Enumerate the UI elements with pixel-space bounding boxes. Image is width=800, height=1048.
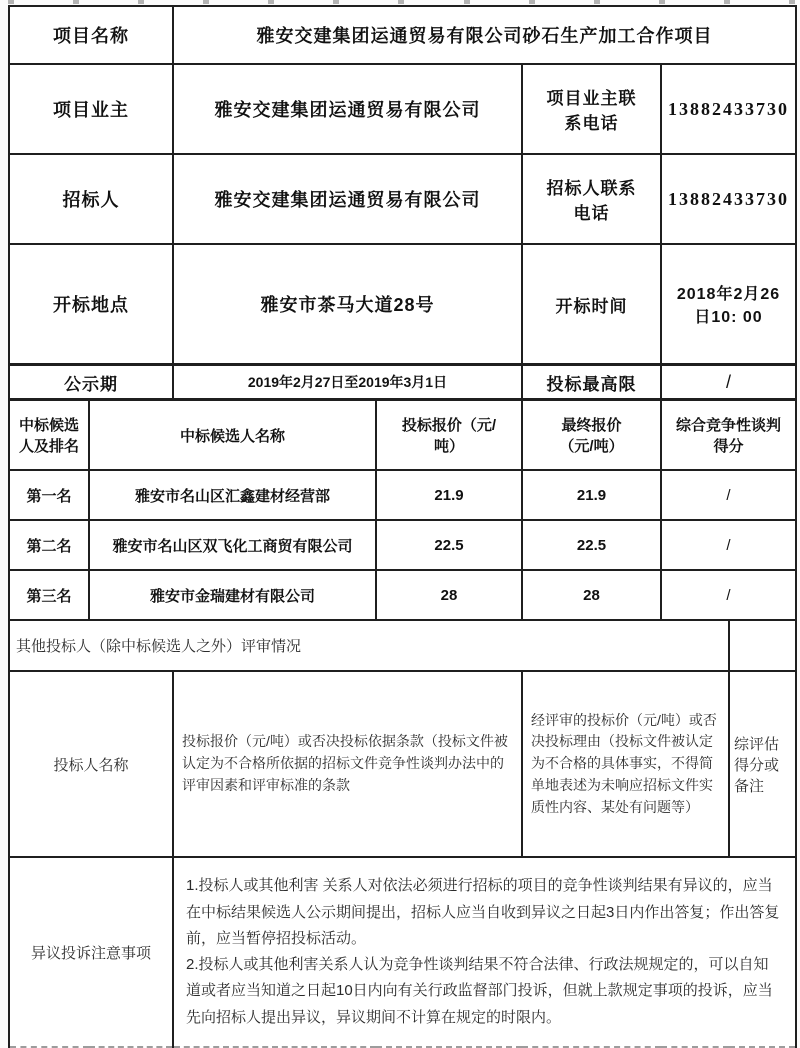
col-header-name: 中标候选人名称 — [89, 400, 376, 471]
objection-notice-item-1: 1.投标人或其他利害 关系人对依法必须进行招标的项目的竞争性谈判结果有异议的，应当在中标结果候选人公示期间提出，招标人应当自收到异议之日起3日内作出答复；作出答复前，应当暂停招投标活动。 — [186, 877, 780, 947]
candidate-name: 雅安市名山区双飞化工商贸有限公司 — [89, 520, 376, 570]
score-or-note-label: 综评估得分或备注 — [729, 671, 796, 857]
opening-time-value: 2018年2月26日10: 00 — [661, 244, 796, 365]
project-name-label: 项目名称 — [9, 6, 173, 64]
owner-value: 雅安交建集团运通贸易有限公司 — [173, 64, 522, 154]
objection-notice-row — [9, 857, 796, 1047]
candidate-bid-price: 22.5 — [376, 520, 522, 570]
candidate-bid-price: 21.9 — [376, 470, 522, 520]
bidder-name-label: 投标人名称 — [9, 671, 173, 857]
owner-phone-value: 13882433730 — [661, 64, 796, 154]
table-row — [9, 64, 796, 154]
tenderer-phone-value: 13882433730 — [661, 154, 796, 244]
table-row — [9, 244, 796, 365]
opening-place-label: 开标地点 — [9, 244, 173, 365]
table-row — [9, 154, 796, 244]
candidate-name: 雅安市名山区汇鑫建材经营部 — [89, 470, 376, 520]
col-header-score: 综合竞争性谈判得分 — [661, 400, 796, 471]
candidate-score: / — [661, 570, 796, 620]
col-header-rank: 中标候选人及排名 — [9, 400, 89, 471]
publicity-period-label: 公示期 — [9, 365, 173, 400]
bid-max-limit-value: / — [661, 365, 796, 400]
owner-phone-label: 项目业主联系电话 — [522, 64, 661, 154]
objection-notice-label: 异议投诉注意事项 — [9, 857, 173, 1047]
table-row — [9, 365, 796, 400]
rejection-basis-clause: 投标报价（元/吨）或否决投标依据条款（投标文件被认定为不合格所依据的招标文件竞争性谈判办法中的评审因素和评审标准的条款 — [173, 671, 522, 857]
candidate-final-price: 22.5 — [522, 520, 661, 570]
objection-notice-item-2: 2.投标人或其他利害关系人认为竞争性谈判结果不符合法律、行政法规规定的，可以自知道或者应当知道之日起10日内向有关行政监督部门投诉，但就上款规定事项的投诉，应当先向招标人提出异议，异议期间不计算在规定的时限内。 — [186, 956, 773, 1026]
candidate-score: / — [661, 470, 796, 520]
evaluation-row — [9, 671, 796, 857]
candidate-row-2 — [9, 520, 796, 570]
table-row — [9, 6, 796, 64]
opening-place-value: 雅安市茶马大道28号 — [173, 244, 522, 365]
tenderer-phone-label: 招标人联系电话 — [522, 154, 661, 244]
publicity-period-value: 2019年2月27日至2019年3月1日 — [173, 365, 522, 400]
reviewed-price-or-reason: 经评审的投标价（元/吨）或否决投标理由（投标文件被认定为不合格的具体事实，不得简单地表述为未响应招标文件实质性内容、某处有问题等） — [522, 671, 729, 857]
candidate-rank: 第二名 — [9, 520, 89, 570]
candidate-bid-price: 28 — [376, 570, 522, 620]
tenderer-value: 雅安交建集团运通贸易有限公司 — [173, 154, 522, 244]
candidate-final-price: 28 — [522, 570, 661, 620]
other-bidders-review-title: 其他投标人（除中标候选人之外）评审情况 — [9, 620, 729, 671]
col-header-final-price: 最终报价（元/吨） — [522, 400, 661, 471]
owner-label: 项目业主 — [9, 64, 173, 154]
other-bidders-review-row — [9, 620, 796, 671]
other-bidders-review-corner-cell — [729, 620, 796, 671]
candidate-final-price: 21.9 — [522, 470, 661, 520]
col-header-bid-price: 投标报价（元/吨） — [376, 400, 522, 471]
candidate-rank: 第三名 — [9, 570, 89, 620]
project-name-value: 雅安交建集团运通贸易有限公司砂石生产加工合作项目 — [173, 6, 796, 64]
candidate-score: / — [661, 520, 796, 570]
candidate-rank: 第一名 — [9, 470, 89, 520]
objection-notice-content — [173, 857, 796, 1047]
bid-max-limit-label: 投标最高限 — [522, 365, 661, 400]
bid-announcement-table — [8, 5, 797, 1048]
candidate-row-1 — [9, 470, 796, 520]
candidate-name: 雅安市金瑞建材有限公司 — [89, 570, 376, 620]
opening-time-label: 开标时间 — [522, 244, 661, 365]
cropped-row-ticks — [8, 0, 795, 4]
candidates-header-row — [9, 400, 796, 471]
tenderer-label: 招标人 — [9, 154, 173, 244]
candidate-row-3 — [9, 570, 796, 620]
